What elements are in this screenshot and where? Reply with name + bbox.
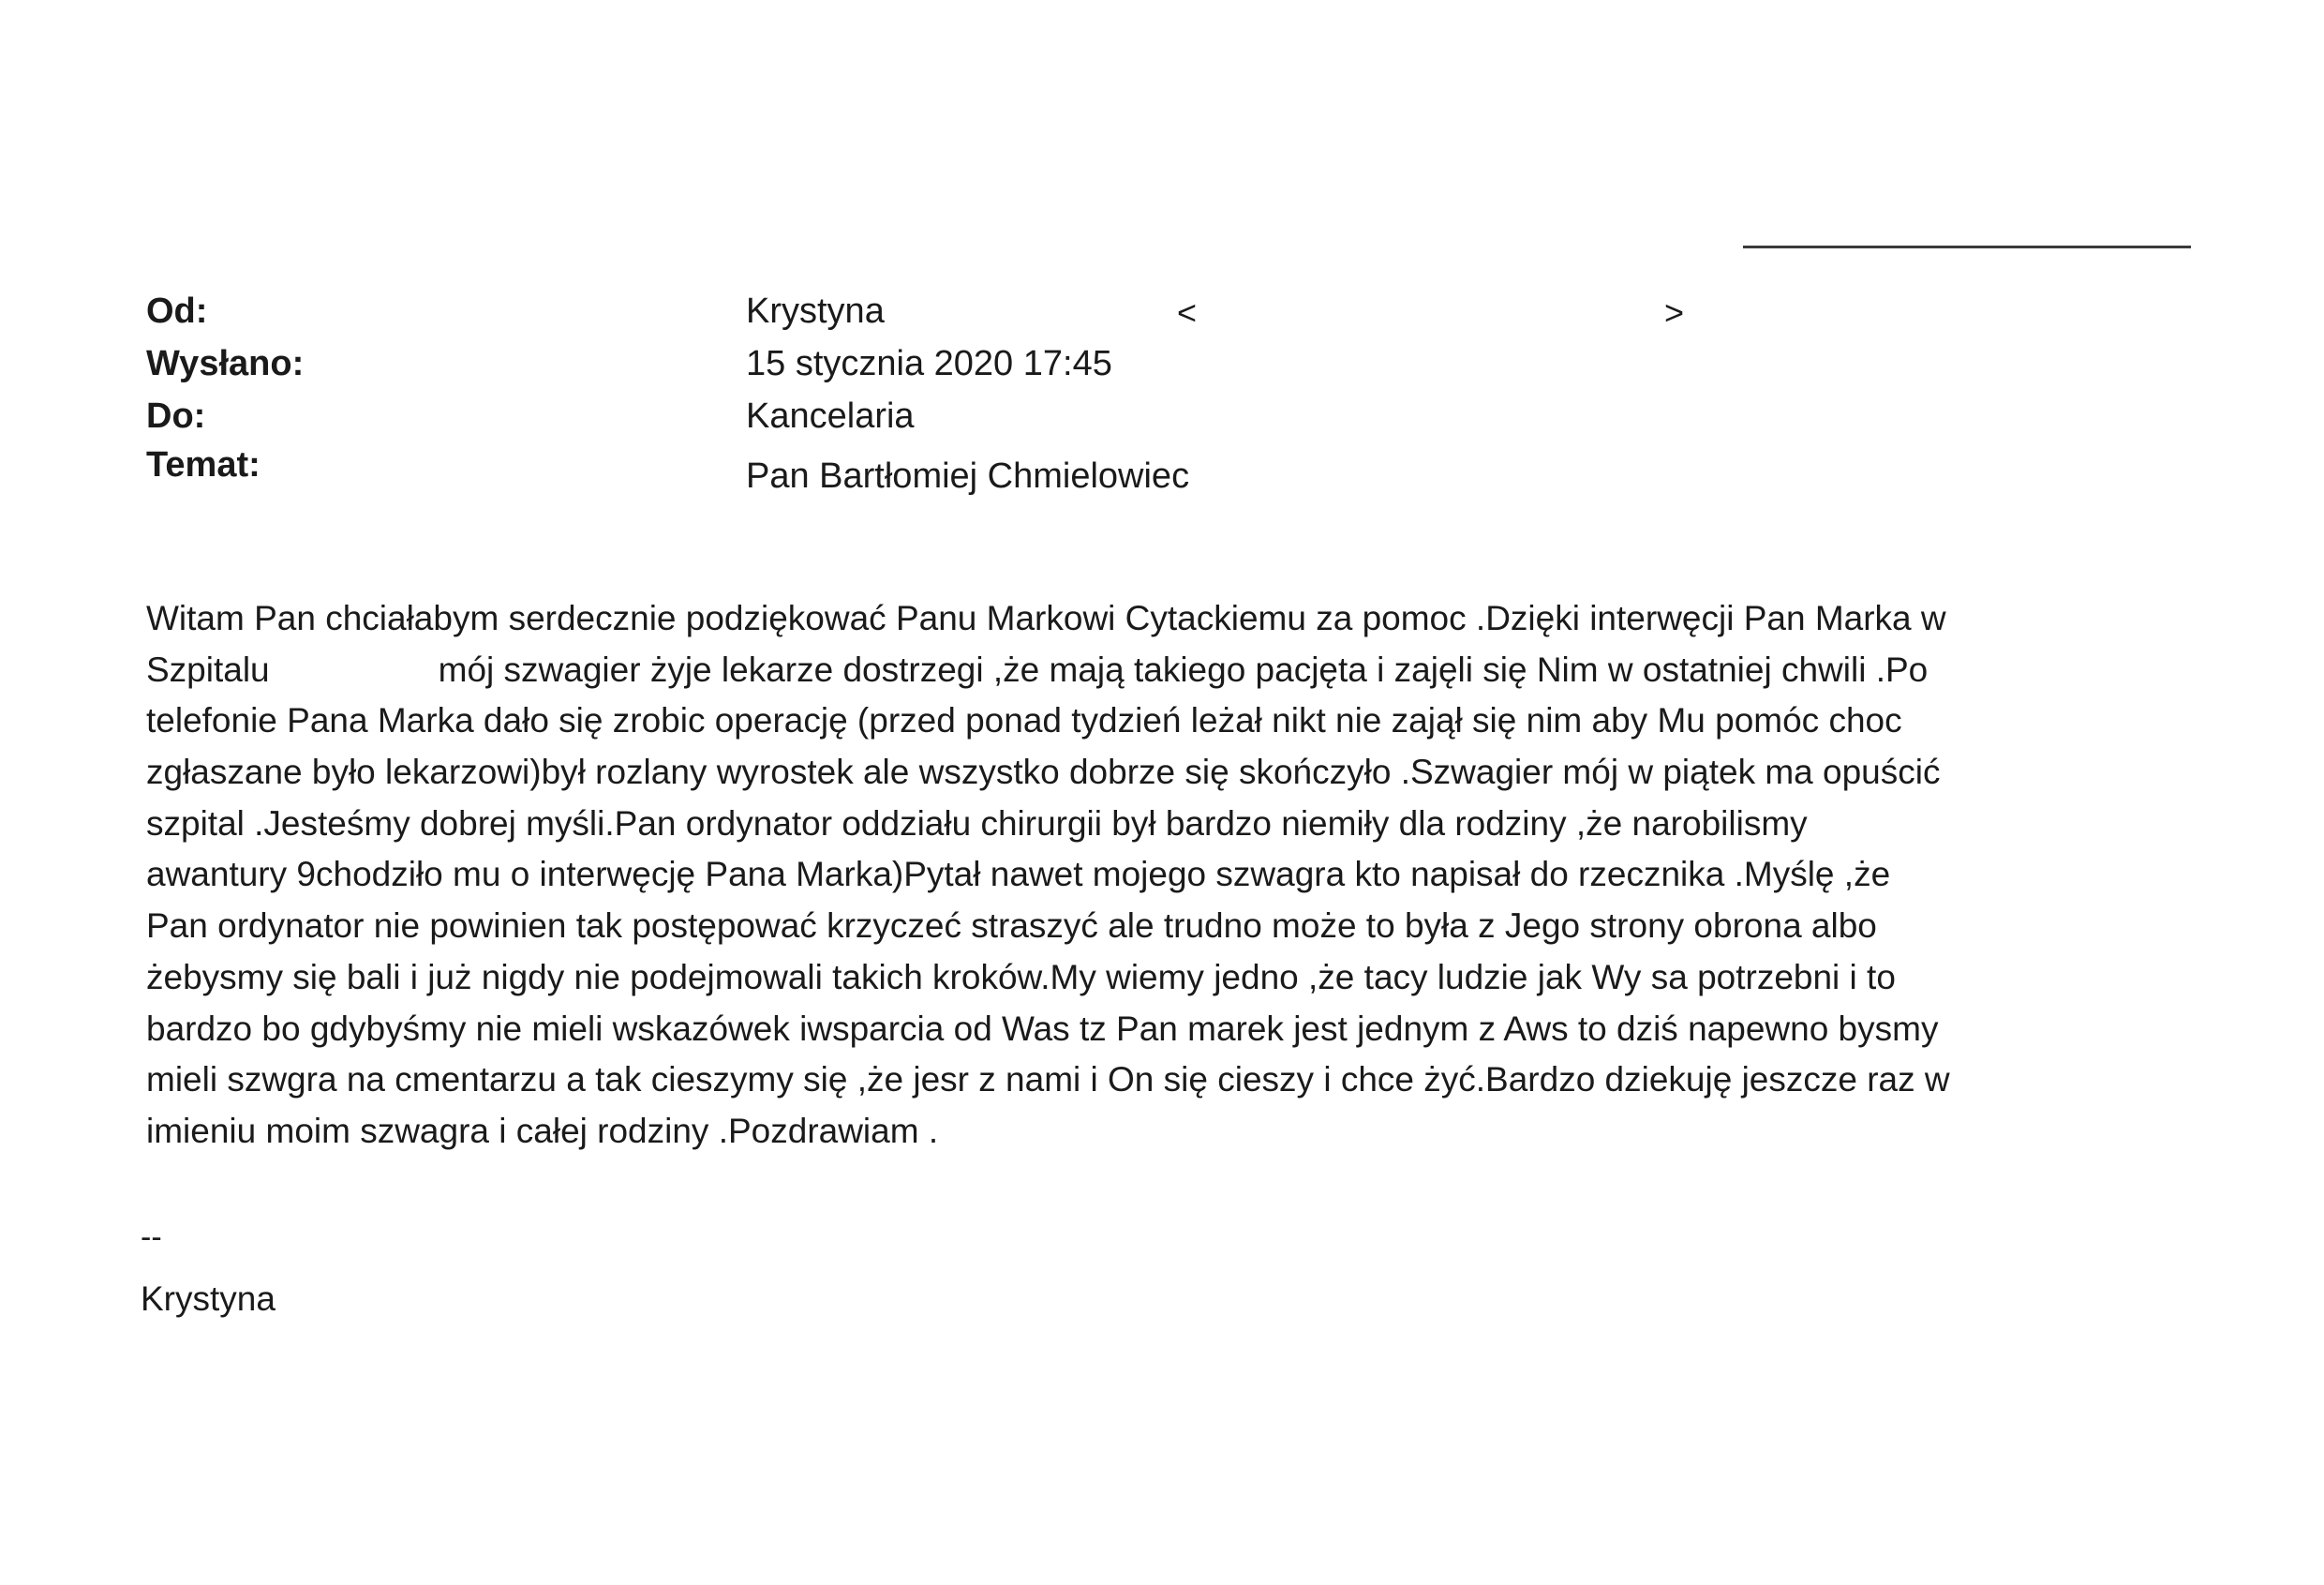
from-value: Krystyna: [746, 292, 885, 331]
body-line: zgłaszane było lekarzowi)był rozlany wyrostek ale wszystko dobrze się skończyło .Szwagier mój w piątek ma opuścić: [146, 753, 1941, 792]
body-line: telefonie Pana Marka dało się zrobic operację (przed ponad tydzień leżał nikt nie zajął się nim aby Mu pomóc choc: [146, 701, 1902, 740]
from-label: Od:: [146, 292, 208, 331]
body-line: Witam Pan chciałabym serdecznie podziękować Panu Markowi Cytackiemu za pomoc .Dzięki interwęcji Pan Marka w: [146, 599, 1946, 637]
body-line: awantury 9chodziło mu o interwęcję Pana Marka)Pytał nawet mojego szwagra kto napisał do rzecznika .Myślę ,że: [146, 855, 1891, 894]
signature-separator: --: [141, 1219, 162, 1255]
sent-label: Wysłano:: [146, 344, 305, 383]
from-row: [146, 287, 2114, 336]
from-email-close-bracket: >: [1664, 293, 1685, 332]
signature-name: Krystyna: [141, 1279, 276, 1318]
subject-row: [146, 442, 2114, 496]
to-row: [146, 392, 2114, 441]
body-line: [146, 645, 2227, 696]
to-label: Do:: [146, 396, 206, 436]
body-line: szpital .Jesteśmy dobrej myśli.Pan ordynator oddziału chirurgii był bardzo niemiły dla rodziny ,że narobilismy: [146, 803, 1808, 843]
message-body: [146, 593, 2227, 1158]
sent-value: 15 stycznia 2020 17:45: [746, 344, 1112, 383]
separator-line: [1743, 246, 2191, 248]
from-email-open-bracket: <: [1177, 293, 1198, 332]
body-line: mieli szwgra na cmentarzu a tak cieszymy się ,że jesr z nami i On się cieszy i chce żyć.Bardzo dziekuję jeszcze raz w: [146, 1060, 1950, 1099]
body-line-start: Szpitalu: [146, 650, 270, 689]
body-line: Pan ordynator nie powinien tak postępować krzyczeć straszyć ale trudno może to była z Jego strony obrona albo: [146, 906, 1877, 946]
body-line: bardzo bo gdybyśmy nie mieli wskazówek iwsparcia od Was tz Pan marek jest jednym z Aws to dziś napewno bysmy: [146, 1009, 1939, 1048]
subject-label: Temat:: [146, 445, 261, 485]
sent-row: [146, 339, 2114, 388]
body-line: imieniu moim szwagra i całej rodziny .Pozdrawiam .: [146, 1111, 939, 1150]
body-line: żebysmy się bali i już nigdy nie podejmowali takich kroków.My wiemy jedno ,że tacy ludzie jak Wy sa potrzebni i to: [146, 957, 1896, 996]
body-line-rest: mój szwagier żyje lekarze dostrzegi ,że mają takiego pacjęta i zajęli się Nim w ostatniej chwili .Po: [438, 650, 1929, 689]
subject-value: Pan Bartłomiej Chmielowiec: [746, 456, 1190, 496]
to-value: Kancelaria: [746, 396, 915, 436]
